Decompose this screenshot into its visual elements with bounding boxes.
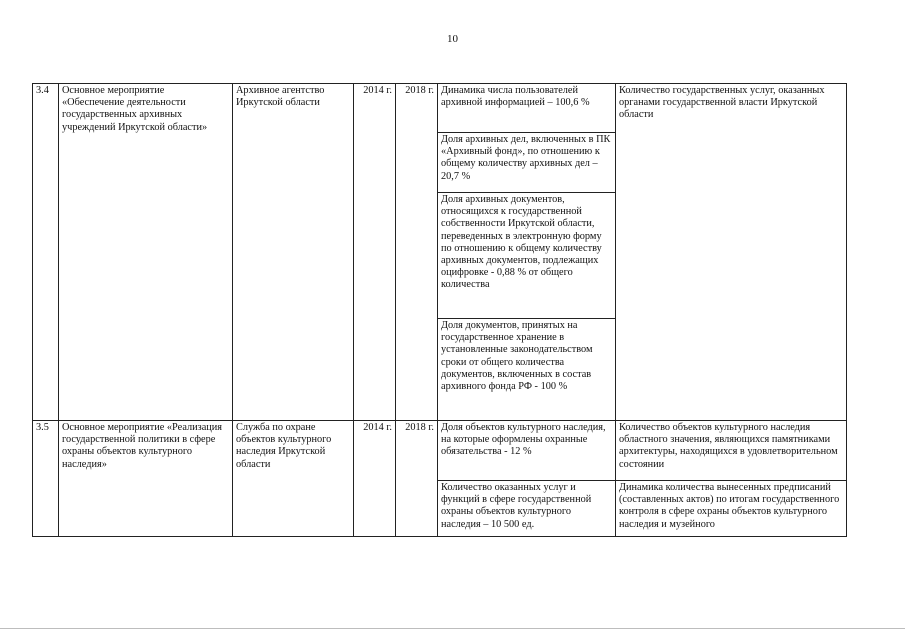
- start-year-cell: 2014 г.: [354, 84, 396, 421]
- result-cell: Количество объектов культурного наследия областного значения, являющихся памятниками архитектуры, находящихся в удовлетворительном состоянии: [616, 421, 847, 481]
- event-name-cell: Основное мероприятие «Реализация государственной политики в сфере охраны объектов культурного наследия»: [59, 421, 233, 537]
- scan-edge-line: [0, 628, 905, 629]
- result-cell: Количество государственных услуг, оказанных органами государственной власти Иркутской области: [616, 84, 847, 421]
- row-number: 3.5: [33, 421, 59, 537]
- table-row: [33, 421, 847, 481]
- result-cell: Динамика количества вынесенных предписаний (составленных актов) по итогам государственного контроля в сфере охраны объектов культурного наследия и музейного: [616, 481, 847, 537]
- indicator-cell: Динамика числа пользователей архивной информацией – 100,6 %: [438, 84, 616, 133]
- end-year-cell: 2018 г.: [396, 84, 438, 421]
- event-name-cell: Основное мероприятие «Обеспечение деятельности государственных архивных учреждений Иркутской области»: [59, 84, 233, 421]
- indicator-cell: Доля документов, принятых на государственное хранение в установленные законодательством сроки от общего количества документов, включенных в состав архивного фонда РФ - 100 %: [438, 319, 616, 421]
- indicator-cell: Количество оказанных услуг и функций в сфере государственной охраны объектов культурного наследия – 10 500 ед.: [438, 481, 616, 537]
- indicator-cell: Доля архивных дел, включенных в ПК «Архивный фонд», по отношению к общему количеству архивных дел –20,7 %: [438, 133, 616, 193]
- end-year-cell: 2018 г.: [396, 421, 438, 537]
- page-number: 10: [447, 33, 458, 45]
- indicator-cell: Доля архивных документов, относящихся к государственной собственности Иркутской области, переведенных в электронную форму по отношению к общему количеству архивных документов, подлежащих оцифровке - 0,88 % от общего количества: [438, 193, 616, 319]
- table-row: [33, 84, 847, 133]
- program-table: [32, 83, 847, 537]
- start-year-cell: 2014 г.: [354, 421, 396, 537]
- row-number: 3.4: [33, 84, 59, 421]
- executor-cell: Архивное агентство Иркутской области: [233, 84, 354, 421]
- indicator-cell: Доля объектов культурного наследия, на которые оформлены охранные обязательства - 12 %: [438, 421, 616, 481]
- executor-cell: Служба по охране объектов культурного наследия Иркутской области: [233, 421, 354, 537]
